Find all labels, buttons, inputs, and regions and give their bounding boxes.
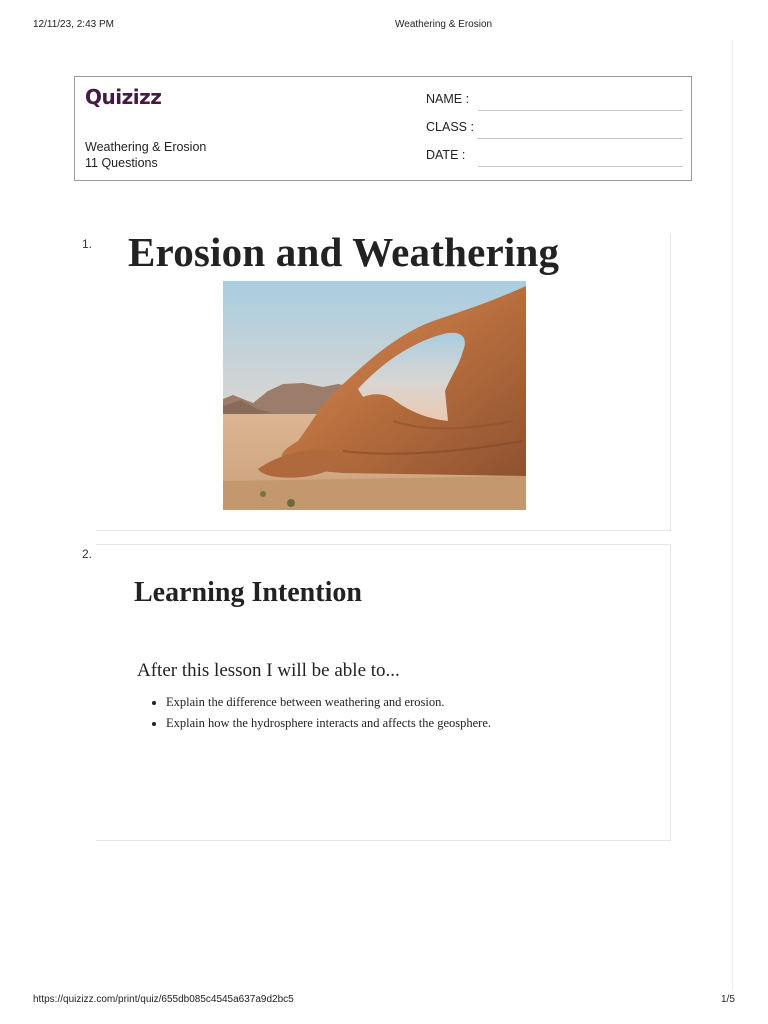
quiz-header-box <box>74 76 692 181</box>
learning-intention-list <box>150 694 491 736</box>
print-datetime: 12/11/23, 2:43 PM <box>33 19 114 30</box>
name-field-line[interactable] <box>478 110 683 111</box>
question-2-title: Learning Intention <box>134 577 362 608</box>
question-count: 11 Questions <box>85 156 158 170</box>
quizizz-logo: Quizizz <box>85 85 162 109</box>
print-doc-title: Weathering & Erosion <box>395 19 493 30</box>
list-item: • Explain the difference between weathering and erosion. <box>166 694 491 710</box>
question-2-subtitle: After this lesson I will be able to... <box>137 660 400 681</box>
class-label: CLASS : <box>426 120 474 134</box>
page-number: 1/5 <box>721 994 735 1005</box>
name-label: NAME : <box>426 92 470 106</box>
desert-rock-arch-photo <box>223 281 526 510</box>
class-field-line[interactable] <box>478 138 683 139</box>
date-field-line[interactable] <box>478 166 683 167</box>
question-1-number: 1. <box>82 237 93 251</box>
question-1-title: Erosion and Weathering <box>128 229 560 275</box>
question-2-number: 2. <box>82 547 93 561</box>
quiz-title: Weathering & Erosion <box>85 140 207 154</box>
print-url: https://quizizz.com/print/quiz/655db085c4545a637a9d2bc5 <box>33 994 294 1005</box>
date-label: DATE : <box>426 148 466 162</box>
page-edge-divider <box>732 40 733 990</box>
list-item: • Explain how the hydrosphere interacts and affects the geosphere. <box>166 715 491 731</box>
